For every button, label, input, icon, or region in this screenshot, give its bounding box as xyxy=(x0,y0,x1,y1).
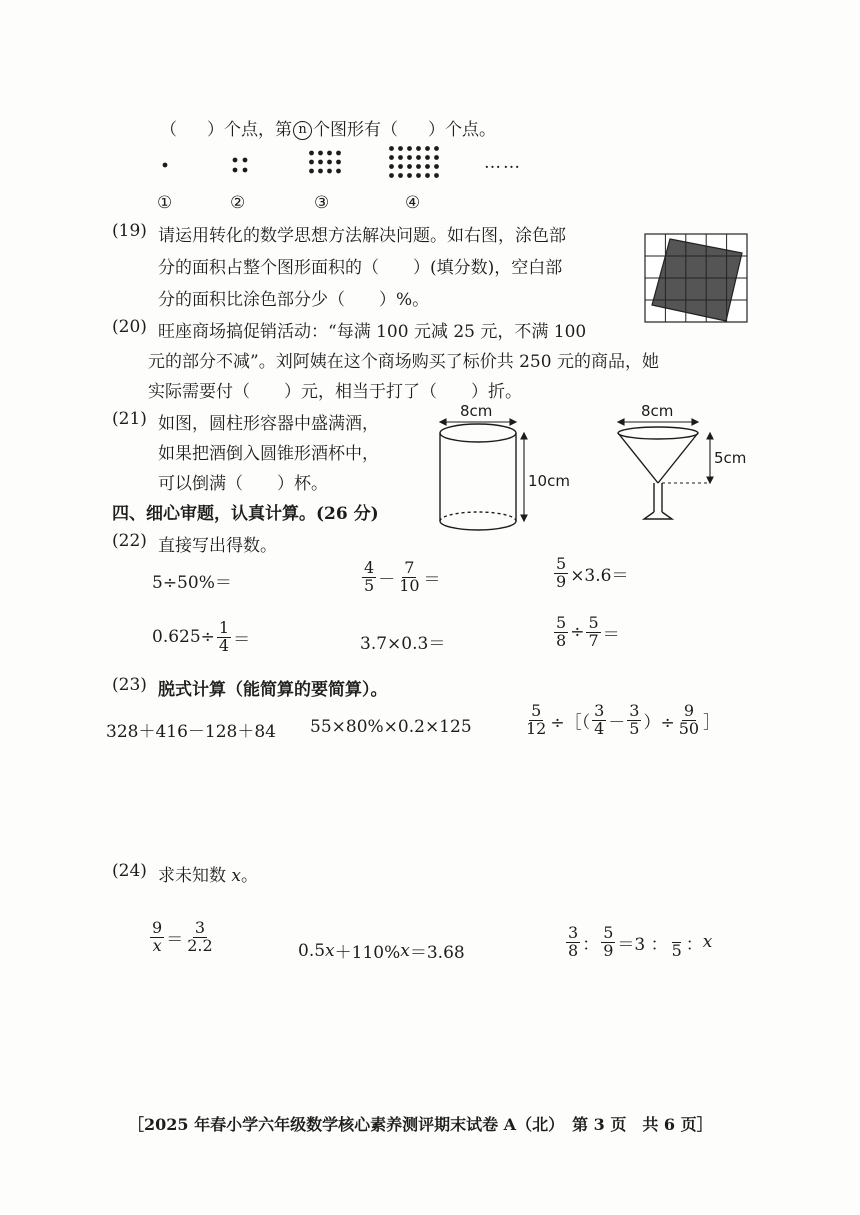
cone-height-label: 5cm xyxy=(714,449,747,467)
q23-number: (23) xyxy=(112,675,147,695)
q21-line1: 如图，圆柱形容器中盛满酒， xyxy=(158,414,379,434)
q22-expr-2: $\frac{4}{5}$ － $\frac{7}{10}$ ＝ xyxy=(364,558,441,595)
dot xyxy=(398,173,403,178)
shaded-grid-figure xyxy=(644,233,749,325)
q20-line3: 实际需要付（ ）元，相当于打了（ ）折。 xyxy=(148,382,522,402)
dot xyxy=(425,155,430,160)
circled-n: n xyxy=(293,121,312,140)
dot xyxy=(327,160,332,165)
dot xyxy=(336,169,341,174)
dot xyxy=(309,151,314,156)
q23-expr-3: $\frac{5}{12}$ ÷［（ $\frac{3}{4}$ － $\frac{3}{5}$ ）÷ $\frac{9}{50}$ ］ xyxy=(526,701,721,738)
dot xyxy=(398,146,403,151)
dot xyxy=(309,160,314,165)
dot xyxy=(434,164,439,169)
q20-number: (20) xyxy=(112,317,147,337)
q21-line2: 如果把酒倒入圆锥形酒杯中， xyxy=(158,444,379,464)
q19-line3: 分的面积比涂色部分少（ ）%。 xyxy=(158,290,430,310)
q20-line1: 旺座商场搞促销活动：“每满 100 元减 25 元，不满 100 xyxy=(158,322,587,342)
section-title: 四、细心审题，认真计算。(26 分) xyxy=(112,504,379,524)
cone-width-label: 8cm xyxy=(641,402,674,420)
dot xyxy=(407,164,412,169)
dot xyxy=(336,151,341,156)
q18-line: （ ）个点，第 n 个图形有（ ）个点。 xyxy=(160,120,496,140)
q22-expr-1: 5÷50%＝ xyxy=(152,573,232,593)
cylinder-container xyxy=(440,424,516,530)
cylinder-and-cone-figure xyxy=(430,400,760,535)
q24-expr-3: $\frac{3}{8}$ ： $\frac{5}{9}$ ＝3 ： 5 ： x xyxy=(568,923,713,960)
cone-cup xyxy=(618,427,710,519)
page-footer: ［2025 年春小学六年级数学核心素养测评期末试卷 A（北） 第 3 页 共 6 页］ xyxy=(128,1115,713,1134)
dot xyxy=(434,155,439,160)
dot xyxy=(425,173,430,178)
dot xyxy=(243,158,248,163)
dot xyxy=(389,173,394,178)
q24-expr-1: $\frac{9}{x}$ ＝ $\frac{3}{2.2}$ xyxy=(152,918,213,955)
dot xyxy=(434,173,439,178)
ellipsis: …… xyxy=(484,153,522,173)
dot xyxy=(336,160,341,165)
dot xyxy=(407,146,412,151)
dot xyxy=(233,158,238,163)
q19-line1: 请运用转化的数学思想方法解决问题。如右图，涂色部 xyxy=(158,226,566,246)
dot xyxy=(425,146,430,151)
q20-line2: 元的部分不减”。刘阿姨在这个商场购买了标价共 250 元的商品，她 xyxy=(148,352,659,372)
dot xyxy=(416,173,421,178)
dot xyxy=(243,168,248,173)
q22-expr-6: $\frac{5}{8}$ ÷ $\frac{5}{7}$ ＝ xyxy=(556,613,620,650)
dot xyxy=(389,164,394,169)
dot xyxy=(398,155,403,160)
dot xyxy=(327,151,332,156)
q22-expr-5: 3.7×0.3＝ xyxy=(360,634,446,654)
q23-expr-1: 328＋416－128＋84 xyxy=(106,722,276,742)
dot xyxy=(389,155,394,160)
q21-number: (21) xyxy=(112,409,147,429)
q24-title: 求未知数 x。 xyxy=(158,866,258,886)
dot xyxy=(434,146,439,151)
q23-title: 脱式计算（能简算的要简算）。 xyxy=(158,680,388,700)
q22-expr-4: 0.625÷ $\frac{1}{4}$ ＝ xyxy=(152,618,251,655)
figure-label-3: ③ xyxy=(314,193,330,213)
dot xyxy=(407,155,412,160)
q24-number: (24) xyxy=(112,861,147,881)
cylinder-height-label: 10cm xyxy=(528,472,570,490)
dot xyxy=(416,155,421,160)
dot xyxy=(233,168,238,173)
figure-label-2: ② xyxy=(230,193,246,213)
q22-number: (22) xyxy=(112,531,147,551)
q22-title: 直接写出得数。 xyxy=(158,536,277,556)
dot xyxy=(416,164,421,169)
dot xyxy=(309,169,314,174)
dot xyxy=(318,169,323,174)
dot xyxy=(398,164,403,169)
dot-pattern-figure xyxy=(150,140,540,190)
dot xyxy=(416,146,421,151)
figure-label-1: ① xyxy=(157,193,173,213)
dot xyxy=(163,163,168,168)
dot xyxy=(389,146,394,151)
figure-label-4: ④ xyxy=(405,193,421,213)
q22-expr-3: $\frac{5}{9}$ ×3.6＝ xyxy=(556,554,629,591)
dot xyxy=(318,151,323,156)
q19-number: (19) xyxy=(112,221,147,241)
q21-line3: 可以倒满（ ）杯。 xyxy=(158,474,328,494)
dot xyxy=(407,173,412,178)
q23-expr-2: 55×80%×0.2×125 xyxy=(310,717,472,737)
dot xyxy=(425,164,430,169)
dot xyxy=(318,160,323,165)
cylinder-width-label: 8cm xyxy=(460,402,493,420)
q19-line2: 分的面积占整个图形面积的（ ）(填分数)，空白部 xyxy=(158,258,563,278)
dot xyxy=(327,169,332,174)
q24-expr-2: 0.5 x ＋110% x ＝3.68 xyxy=(298,940,465,963)
